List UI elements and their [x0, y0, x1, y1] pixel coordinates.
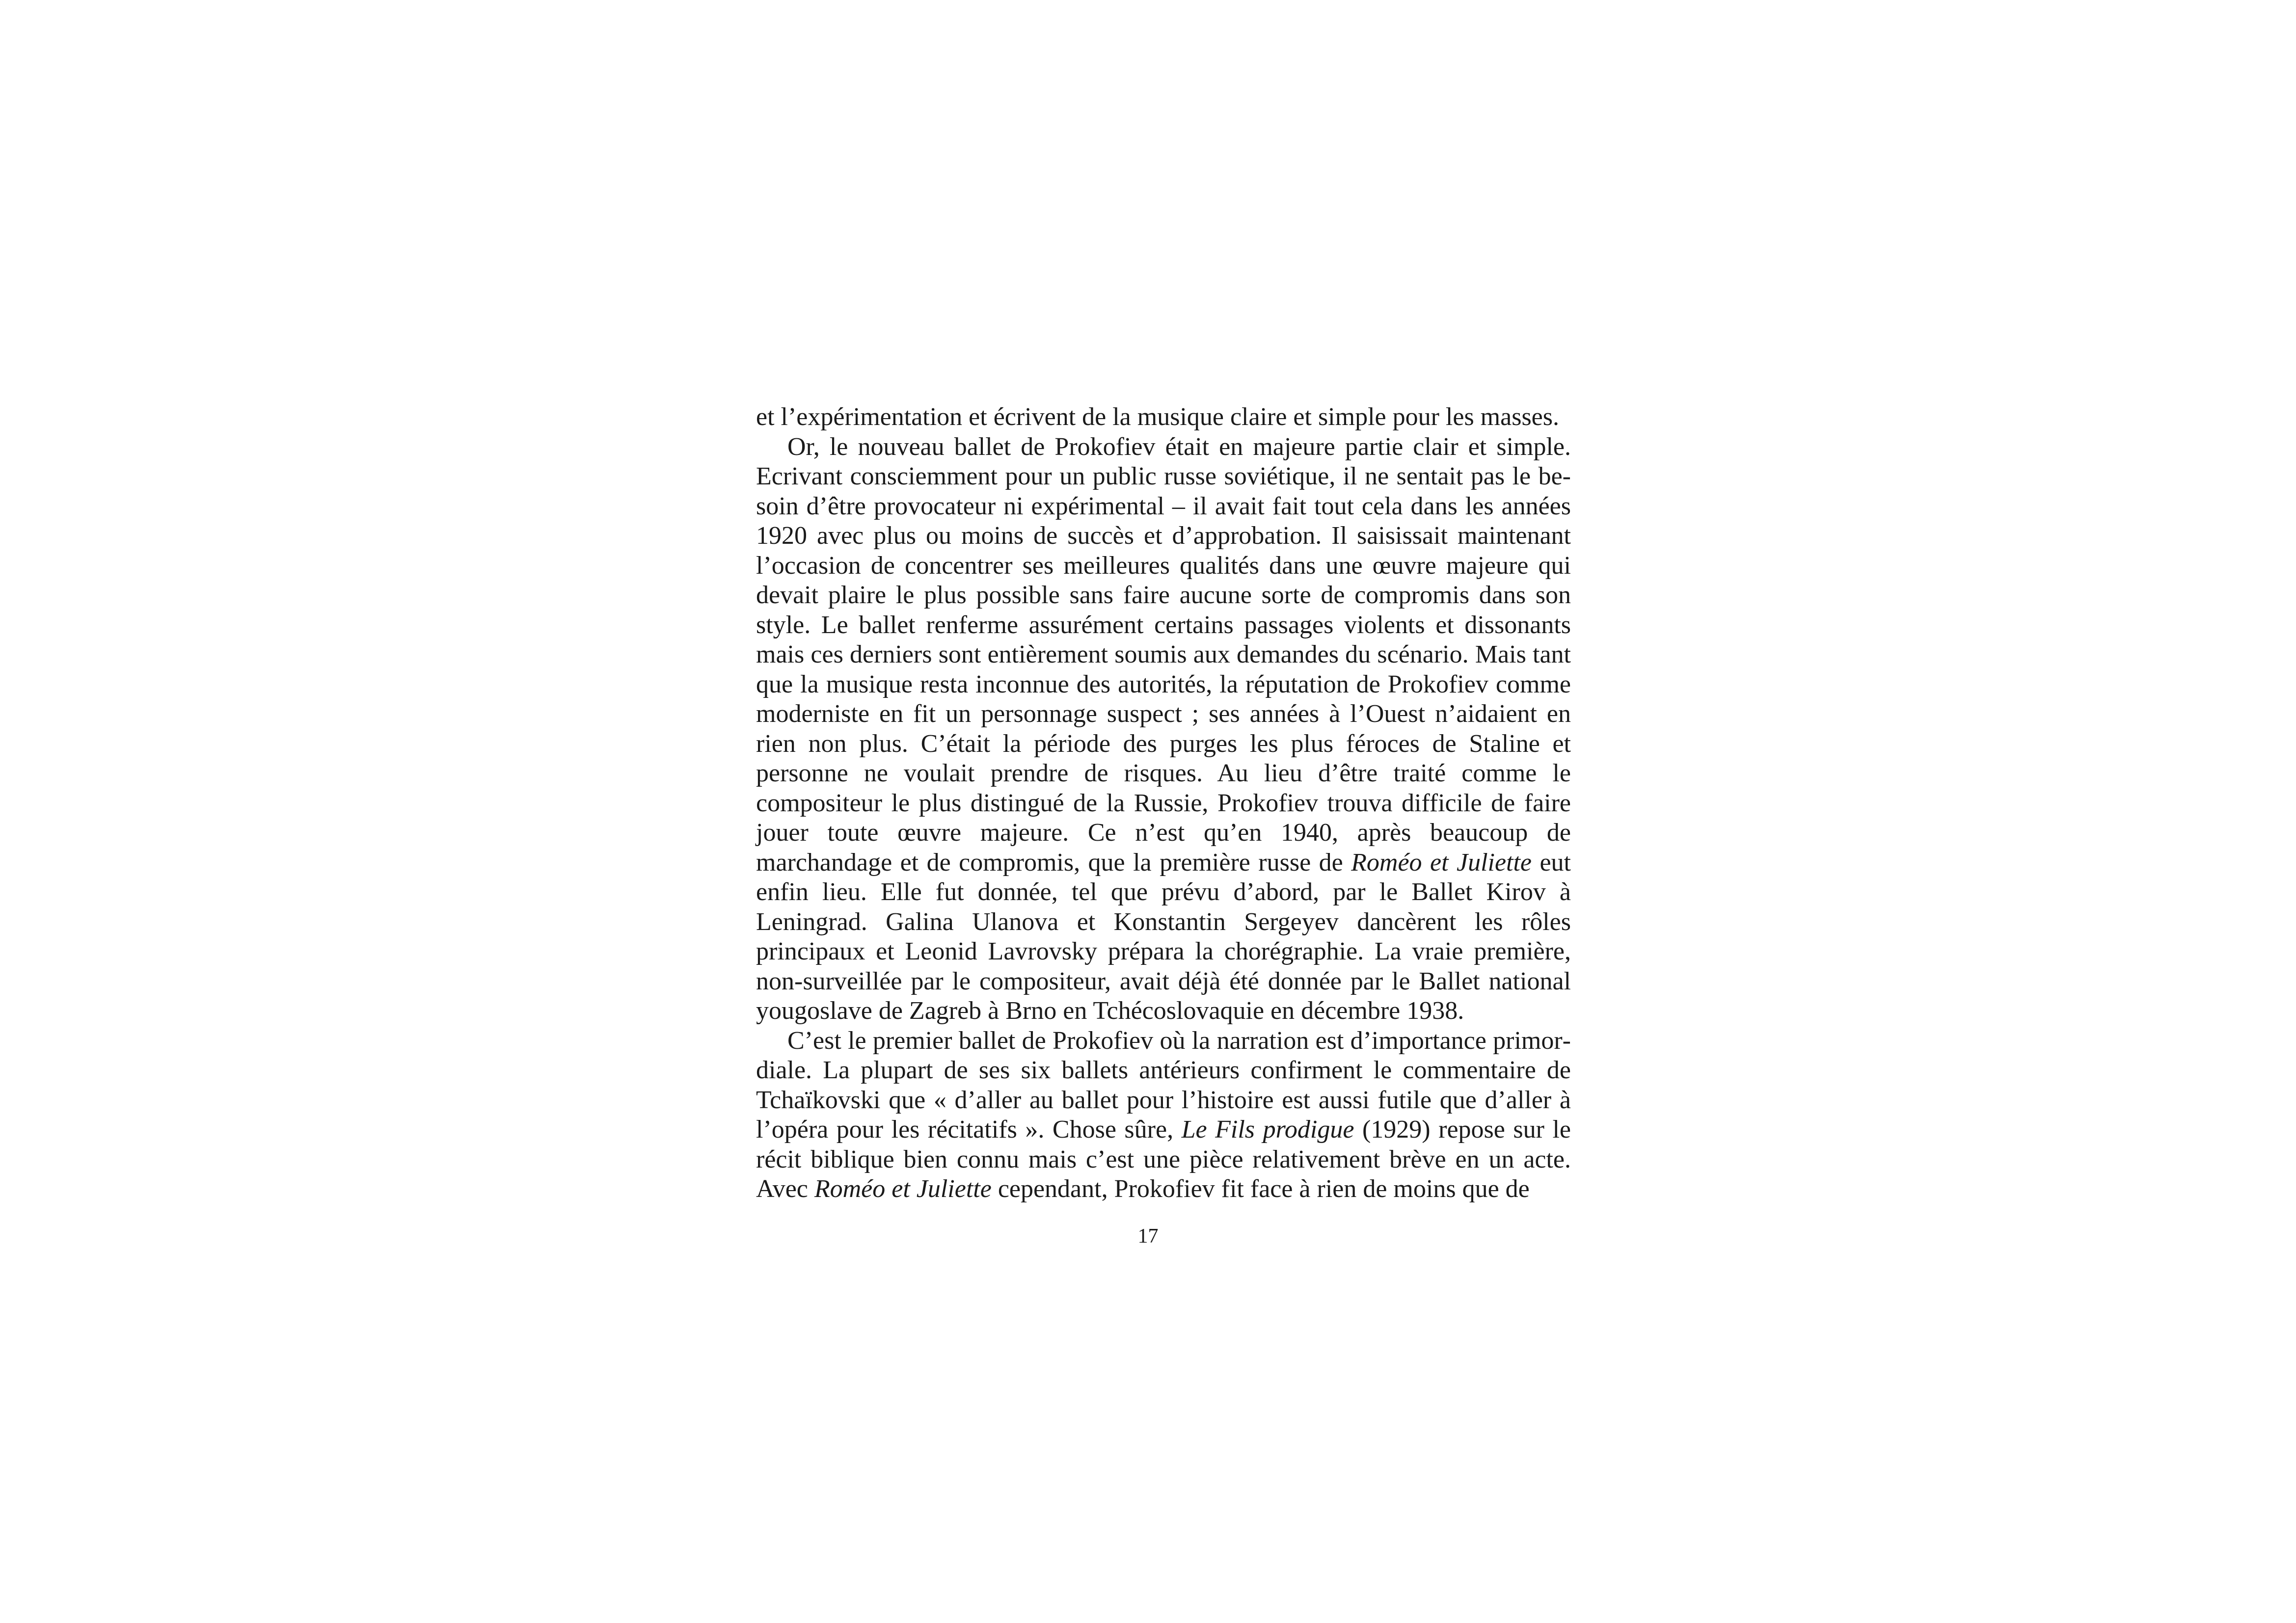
work-title-italic: Roméo et Juliette — [814, 1175, 992, 1203]
page-number: 17 — [1137, 1225, 1159, 1248]
body-text — [756, 402, 1571, 1204]
work-title-italic: Roméo et Juliette — [1351, 848, 1532, 877]
paragraph — [756, 432, 1571, 1026]
text-run: Or, le nouveau ballet de Prokofiev était en majeure partie clair et simple. Ecrivant consciemment pour un public russe soviétique, il ne sentait pas le besoin d’être provocateur ni expérimental – il avait fait tout cela dans les années 1920 avec plus ou moins de succès et d’approbation. Il saisissait maintenant l’occasion de concentrer ses meilleures qualités dans une œuvre majeure qui devait plaire le plus possible sans faire aucune sorte de compromis dans son style. Le ballet renferme assurément certains passages violents et dissonants mais ces derniers sont entièrement soumis aux demandes du scénario. Mais tant que la musique resta inconnue des autorités, la réputation de Prokofiev comme moderniste en fit un personnage suspect ; ses années à l’Ouest n’aidaient en rien non plus. C’était la période des purges les plus féroces de Staline et personne ne voulait prendre de risques. Au lieu d’être traité comme le compositeur le plus distingué de la Russie, Prokofiev trouva difficile de faire jouer toute œuvre majeure. Ce n’est qu’en 1940, après beaucoup de marchandage et de compromis, que la première russe de — [756, 432, 1571, 877]
text-run: C’est le premier ballet de Prokofiev où la narration est d’importance primordiale. La plupart de ses six ballets antérieurs confirment le commentaire de Tchaïkovski que « d’aller au ballet pour l’histoire est aussi futile que d’aller à l’opéra pour les récitatifs ». Chose sûre, — [756, 1026, 1571, 1144]
text-run: cependant, Prokofiev fit face à rien de moins que de — [991, 1175, 1530, 1203]
paragraph — [756, 402, 1571, 432]
work-title-italic: Le Fils prodigue — [1181, 1116, 1354, 1144]
paragraph — [756, 1026, 1571, 1204]
text-run: eut enfin lieu. Elle fut donnée, tel que prévu d’abord, par le Ballet Kirov à Leningrad. Galina Ulanova et Konstantin Sergeyev dancèrent les rôles principaux et Leonid Lavrovsky prépara la chorégraphie. La vraie première, non-surveillée par le compositeur, avait déjà été donnée par le Ballet national yougoslave de Zagreb à Brno en Tchécoslovaquie en décembre 1938. — [756, 848, 1571, 1025]
text-run: (1929) repose sur le récit biblique bien connu mais c’est une pièce relativement brève en un acte. Avec — [756, 1116, 1571, 1203]
text-run: et l’expérimentation et écrivent de la musique claire et simple pour les masses. — [756, 403, 1559, 431]
